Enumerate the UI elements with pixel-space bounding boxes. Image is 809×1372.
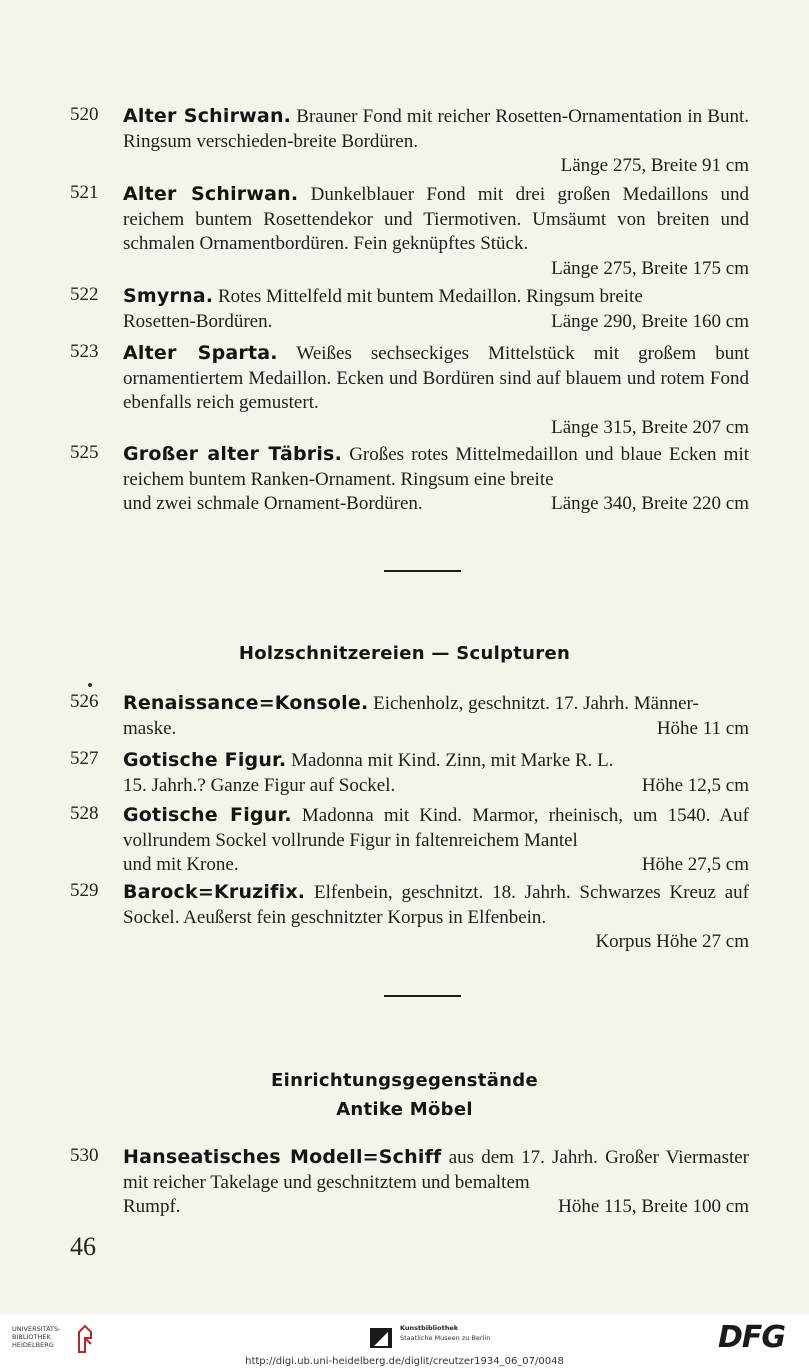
section-heading-sculptures: Holzschnitzereien — Sculpturen (238, 643, 571, 664)
entry-title: Renaissance=Konsole. (123, 692, 369, 714)
entry-description: Madonna mit Kind. Marmor, rheinisch, um 1540. Auf vollrundem Sockel vollrunde Figur in faltenreichem Mantel (123, 805, 749, 851)
entry-number: 527 (70, 748, 99, 769)
entry-title: Alter Schirwan. (123, 183, 299, 205)
kunstbibliothek-title: Kunstbibliothek (400, 1324, 459, 1332)
entry-number: 523 (70, 341, 99, 362)
entry-measurements: Höhe 11 cm (656, 717, 749, 739)
entry-title: Gotische Figur. (123, 804, 292, 826)
entry-description: Madonna mit Kind. Zinn, mit Marke R. L. (291, 750, 614, 771)
entry-measurements: Länge 275, Breite 91 cm (560, 155, 749, 176)
entry-description: Brauner Fond mit reicher Rosetten-Ornamentation in Bunt. Ringsum verschieden-breite Bordüren. (123, 106, 749, 152)
entry-number: 521 (70, 182, 99, 203)
entry-description-end: Rumpf. (123, 1196, 181, 1217)
section-divider (384, 570, 461, 572)
entry-description: Eichenholz, geschnitzt. 17. Jahrh. Männer- (373, 693, 699, 714)
entry-measurements: Korpus Höhe 27 cm (595, 931, 749, 952)
page-number: 46 (70, 1232, 96, 1261)
entry-description: Rotes Mittelfeld mit buntem Medaillon. Ringsum breite (217, 286, 643, 307)
entry-measurements: Länge 275, Breite 175 cm (551, 257, 749, 279)
entry-measurements: Länge 315, Breite 207 cm (551, 416, 749, 438)
entry-number: 525 (70, 442, 99, 463)
entry-number: 530 (70, 1145, 99, 1166)
entry-description: Großes rotes Mittelmedaillon und blaue Ecken mit reichem buntem Ranken-Ornament. Ringsum eine breite (123, 444, 749, 490)
kunstbibliothek-subtitle: Staatliche Museen zu Berlin (400, 1334, 491, 1342)
entry-description: Weißes sechseckiges Mittelstück mit großem bunt ornamentiertem Medaillon. Ecken und Bordüren sind auf blauem und rotem Fond ebenfalls reich gemustert. (123, 343, 749, 413)
entry-title: Barock=Kruzifix. (123, 881, 306, 903)
entry-description-end: 15. Jahrh.? Ganze Figur auf Sockel. (123, 774, 396, 796)
entry-title: Hanseatisches Modell=Schiff (123, 1146, 442, 1168)
kunstbibliothek-logo-icon (368, 1326, 394, 1350)
university-library-logo-text: UNIVERSITÄTS- BIBLIOTHEK HEIDELBERG (12, 1325, 61, 1349)
entry-description-end: und zwei schmale Ornament-Bordüren. (123, 493, 423, 514)
dfg-logo: DFG (718, 1320, 786, 1355)
entry-measurements: Höhe 12,5 cm (641, 774, 749, 796)
entry-number: 528 (70, 803, 99, 824)
entry-title: Großer alter Täbris. (123, 443, 342, 465)
entry-description: Dunkelblauer Fond mit drei großen Medaillons und reichem buntem Rosettendekor und Tiermotiven. Umsäumt von breiten und schmalen Ornamentbordüren. Fein geknüpftes Stück. (123, 184, 749, 254)
entry-title: Alter Schirwan. (123, 105, 292, 127)
entry-measurements: Länge 290, Breite 160 cm (551, 310, 749, 332)
entry-number: 529 (70, 880, 99, 901)
section-divider (384, 995, 461, 997)
section-heading-antique-furniture: Antike Möbel (336, 1099, 473, 1120)
entry-title: Alter Sparta. (123, 342, 278, 364)
entry-number: 526 (70, 691, 99, 712)
entry-title: Gotische Figur. (123, 749, 287, 771)
print-speck (88, 683, 92, 687)
entry-number: 522 (70, 284, 99, 305)
entry-description-end: maske. (123, 717, 177, 739)
section-heading-furnishings: Einrichtungsgegenstände (271, 1070, 538, 1091)
entry-title: Smyrna. (123, 285, 214, 307)
entry-description-end: Rosetten-Bordüren. (123, 310, 273, 332)
entry-description: aus dem 17. Jahrh. Großer Viermaster mit reicher Takelage und geschnitztem und bemaltem (123, 1147, 749, 1193)
entry-description-end: und mit Krone. (123, 854, 239, 875)
university-seal-icon (76, 1324, 94, 1354)
source-url-link[interactable]: http://digi.ub.uni-heidelberg.de/diglit/creutzer1934_06_07/0048 (245, 1356, 564, 1367)
entry-measurements: Höhe 27,5 cm (641, 854, 749, 875)
entry-description: Elfenbein, geschnitzt. 18. Jahrh. Schwarzes Kreuz auf Sockel. Aeußerst fein geschnitzter Korpus in Elfenbein. (123, 882, 749, 928)
entry-number: 520 (70, 104, 99, 125)
entry-measurements: Länge 340, Breite 220 cm (551, 493, 749, 514)
entry-measurements: Höhe 115, Breite 100 cm (558, 1196, 749, 1217)
